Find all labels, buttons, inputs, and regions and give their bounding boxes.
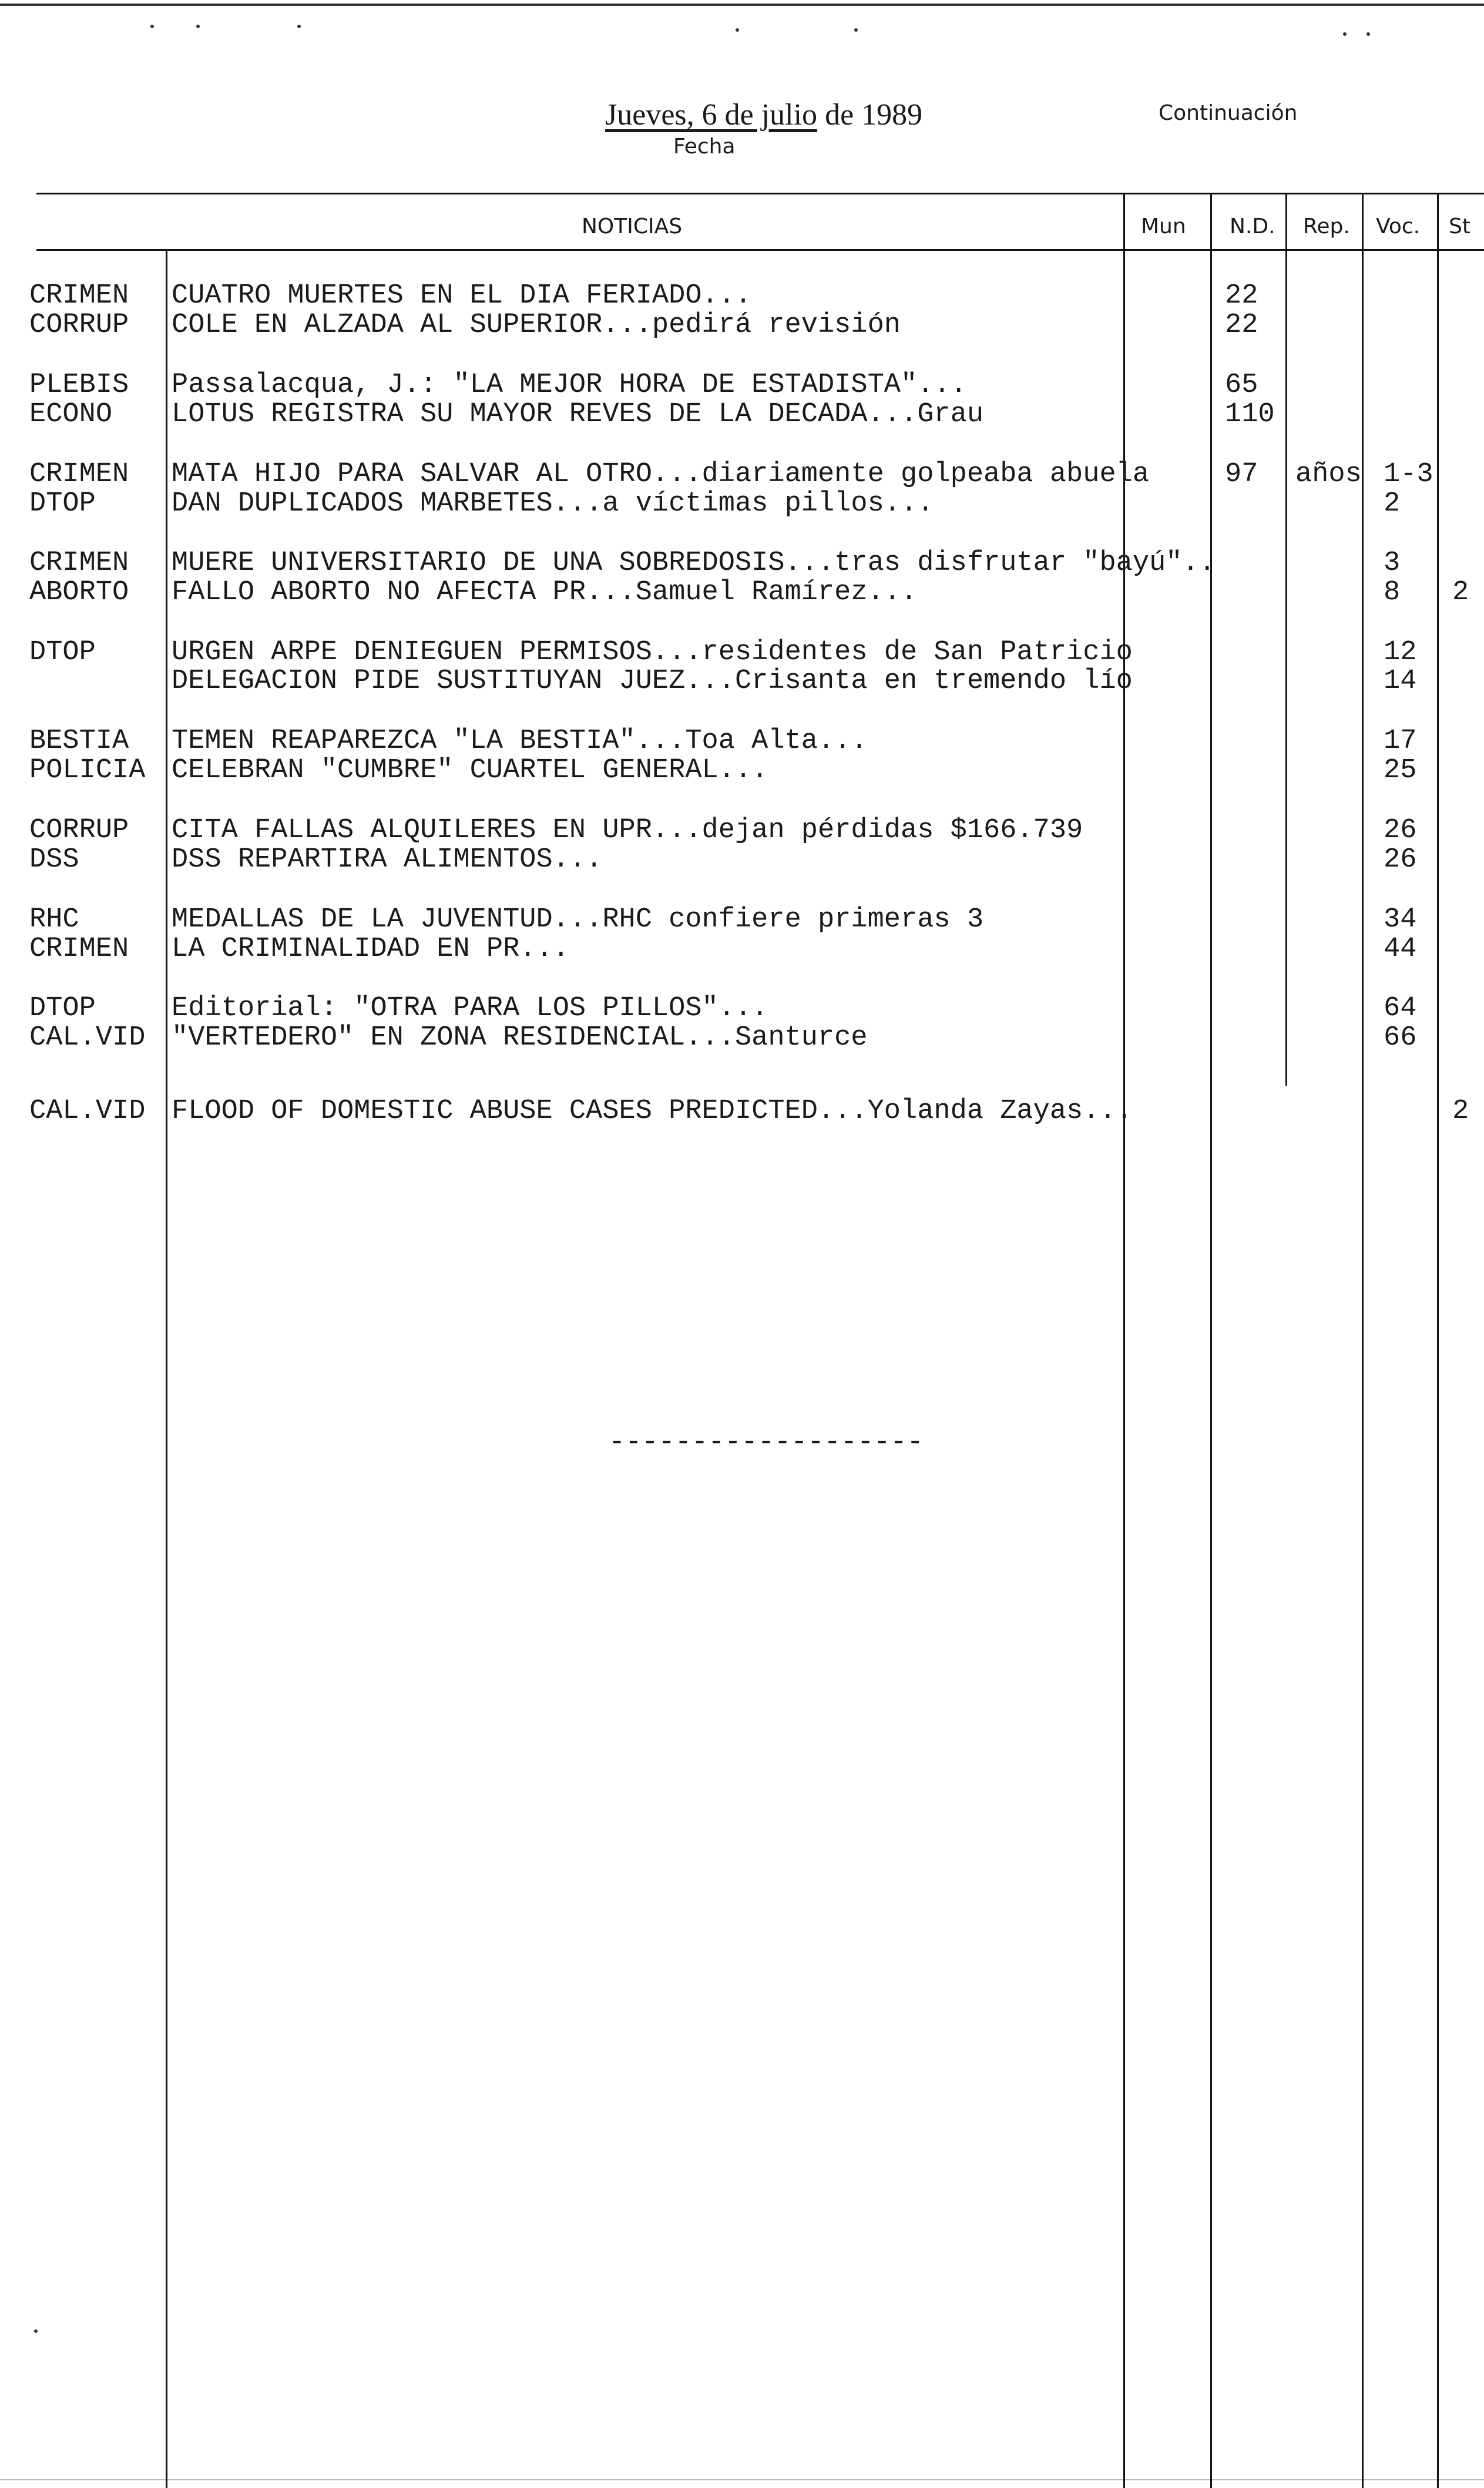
news-row	[0, 993, 1484, 1024]
news-row	[0, 815, 1484, 846]
news-row	[0, 399, 1484, 430]
speck	[297, 25, 301, 28]
headline: DSS REPARTIRA ALIMENTOS...	[172, 844, 603, 875]
headline: Editorial: "OTRA PARA LOS PILLOS"...	[172, 993, 768, 1024]
headline: MUERE UNIVERSITARIO DE UNA SOBREDOSIS...tras disfrutar "bayú"..	[172, 548, 1216, 579]
column-header-mun: Mun	[1141, 214, 1186, 239]
news-row	[0, 905, 1484, 935]
section-label: DSS	[29, 844, 79, 875]
headline: MEDALLAS DE LA JUVENTUD...RHC confiere primeras 3	[172, 904, 984, 935]
voc-page: 64	[1384, 993, 1417, 1024]
speck	[854, 28, 858, 32]
column-header-voc: Voc.	[1376, 214, 1421, 239]
column-header-rep: Rep.	[1303, 214, 1350, 239]
section-label: CAL.VID	[29, 1096, 146, 1127]
voc-page: 34	[1384, 904, 1417, 935]
news-row	[0, 577, 1484, 608]
section-label: CAL.VID	[29, 1022, 146, 1053]
section-label: CRIMEN	[29, 934, 129, 965]
news-row	[0, 637, 1484, 668]
news-row	[0, 310, 1484, 341]
voc-page: 2	[1384, 488, 1401, 519]
section-label: CRIMEN	[29, 548, 129, 579]
headline: FLOOD OF DOMESTIC ABUSE CASES PREDICTED...Yolanda Zayas...	[172, 1096, 1133, 1127]
news-row	[0, 489, 1484, 519]
speck	[736, 28, 739, 32]
news-row	[0, 459, 1484, 490]
headline: URGEN ARPE DENIEGUEN PERMISOS...residentes de San Patricio	[172, 637, 1133, 668]
voc-page: 8	[1384, 577, 1401, 608]
speck	[196, 25, 200, 28]
section-label: CORRUP	[29, 310, 129, 341]
section-label: POLICIA	[29, 755, 146, 786]
voc-page: 44	[1384, 934, 1417, 965]
headline: MATA HIJO PARA SALVAR AL OTRO...diariamente golpeaba abuela	[172, 459, 1150, 490]
news-row	[0, 845, 1484, 875]
headline: LA CRIMINALIDAD EN PR...	[172, 934, 569, 965]
news-row	[0, 666, 1484, 697]
voc-page: 25	[1384, 755, 1417, 786]
fecha-label: Fecha	[673, 135, 736, 159]
bottom-edge-rule	[0, 2479, 1484, 2480]
date-year: de 1989	[817, 98, 923, 132]
headline: DAN DUPLICADOS MARBETES...a víctimas pillos...	[172, 488, 934, 519]
section-label: PLEBIS	[29, 370, 129, 401]
speck	[1343, 32, 1347, 36]
date-line	[605, 100, 922, 130]
speck	[34, 2329, 38, 2333]
section-label: CORRUP	[29, 815, 129, 846]
news-row	[0, 370, 1484, 401]
column-divider-mun	[1123, 193, 1125, 2488]
date-underlined: Jueves, 6 de julio	[605, 98, 818, 132]
footer-dashed-rule: -------------------	[609, 1427, 924, 1458]
header-bottom-rule	[36, 249, 1484, 251]
news-row	[0, 548, 1484, 579]
nd-page: 97	[1225, 459, 1258, 490]
news-row	[0, 726, 1484, 757]
voc-page: 12	[1384, 637, 1417, 668]
news-row	[0, 756, 1484, 786]
section-label: BESTIA	[29, 726, 129, 757]
news-row	[0, 1096, 1484, 1127]
section-label: CRIMEN	[29, 280, 129, 311]
section-label: RHC	[29, 904, 79, 935]
column-divider-voc	[1362, 193, 1364, 2488]
column-divider-st	[1437, 193, 1439, 2488]
speck	[150, 25, 154, 28]
headline: LOTUS REGISTRA SU MAYOR REVES DE LA DECADA...Grau	[172, 399, 984, 430]
voc-page: 26	[1384, 844, 1417, 875]
headline: "VERTEDERO" EN ZONA RESIDENCIAL...Santurce	[172, 1022, 868, 1053]
continuation-label: Continuación	[1159, 101, 1298, 125]
news-row	[0, 281, 1484, 311]
headline: TEMEN REAPAREZCA "LA BESTIA"...Toa Alta...	[172, 726, 868, 757]
header-top-rule	[36, 193, 1484, 194]
voc-page: 66	[1384, 1022, 1417, 1053]
voc-page: 26	[1384, 815, 1417, 846]
headline: DELEGACION PIDE SUSTITUYAN JUEZ...Crisanta en tremendo lío	[172, 666, 1133, 697]
speck	[1367, 32, 1370, 36]
rep-value: años	[1295, 459, 1362, 490]
nd-page: 110	[1225, 399, 1275, 430]
section-label: DTOP	[29, 488, 96, 519]
voc-page: 1-3	[1384, 459, 1433, 490]
headline: CITA FALLAS ALQUILERES EN UPR...dejan pérdidas $166.739	[172, 815, 1083, 846]
column-header-noticias: NOTICIAS	[582, 214, 683, 239]
section-label: ABORTO	[29, 577, 129, 608]
column-header-st: St	[1449, 214, 1470, 239]
section-label: CRIMEN	[29, 459, 129, 490]
headline: Passalacqua, J.: "LA MEJOR HORA DE ESTADISTA"...	[172, 370, 967, 401]
section-label: DTOP	[29, 637, 96, 668]
headline: CELEBRAN "CUMBRE" CUARTEL GENERAL...	[172, 755, 768, 786]
top-edge-rule	[0, 4, 1484, 6]
nd-page: 22	[1225, 280, 1258, 311]
st-page: 2	[1452, 1096, 1469, 1127]
section-label: ECONO	[29, 399, 113, 430]
column-header-nd: N.D.	[1230, 214, 1275, 239]
headline: COLE EN ALZADA AL SUPERIOR...pedirá revisión	[172, 310, 901, 341]
column-divider-nd	[1210, 193, 1212, 2488]
news-row	[0, 1023, 1484, 1053]
headline: CUATRO MUERTES EN EL DIA FERIADO...	[172, 280, 752, 311]
voc-page: 14	[1384, 666, 1417, 697]
nd-page: 22	[1225, 310, 1258, 341]
voc-page: 17	[1384, 726, 1417, 757]
headline: FALLO ABORTO NO AFECTA PR...Samuel Ramírez...	[172, 577, 918, 608]
section-label: DTOP	[29, 993, 96, 1024]
voc-page: 3	[1384, 548, 1401, 579]
st-page: 2	[1452, 577, 1469, 608]
nd-page: 65	[1225, 370, 1258, 401]
news-row	[0, 934, 1484, 965]
